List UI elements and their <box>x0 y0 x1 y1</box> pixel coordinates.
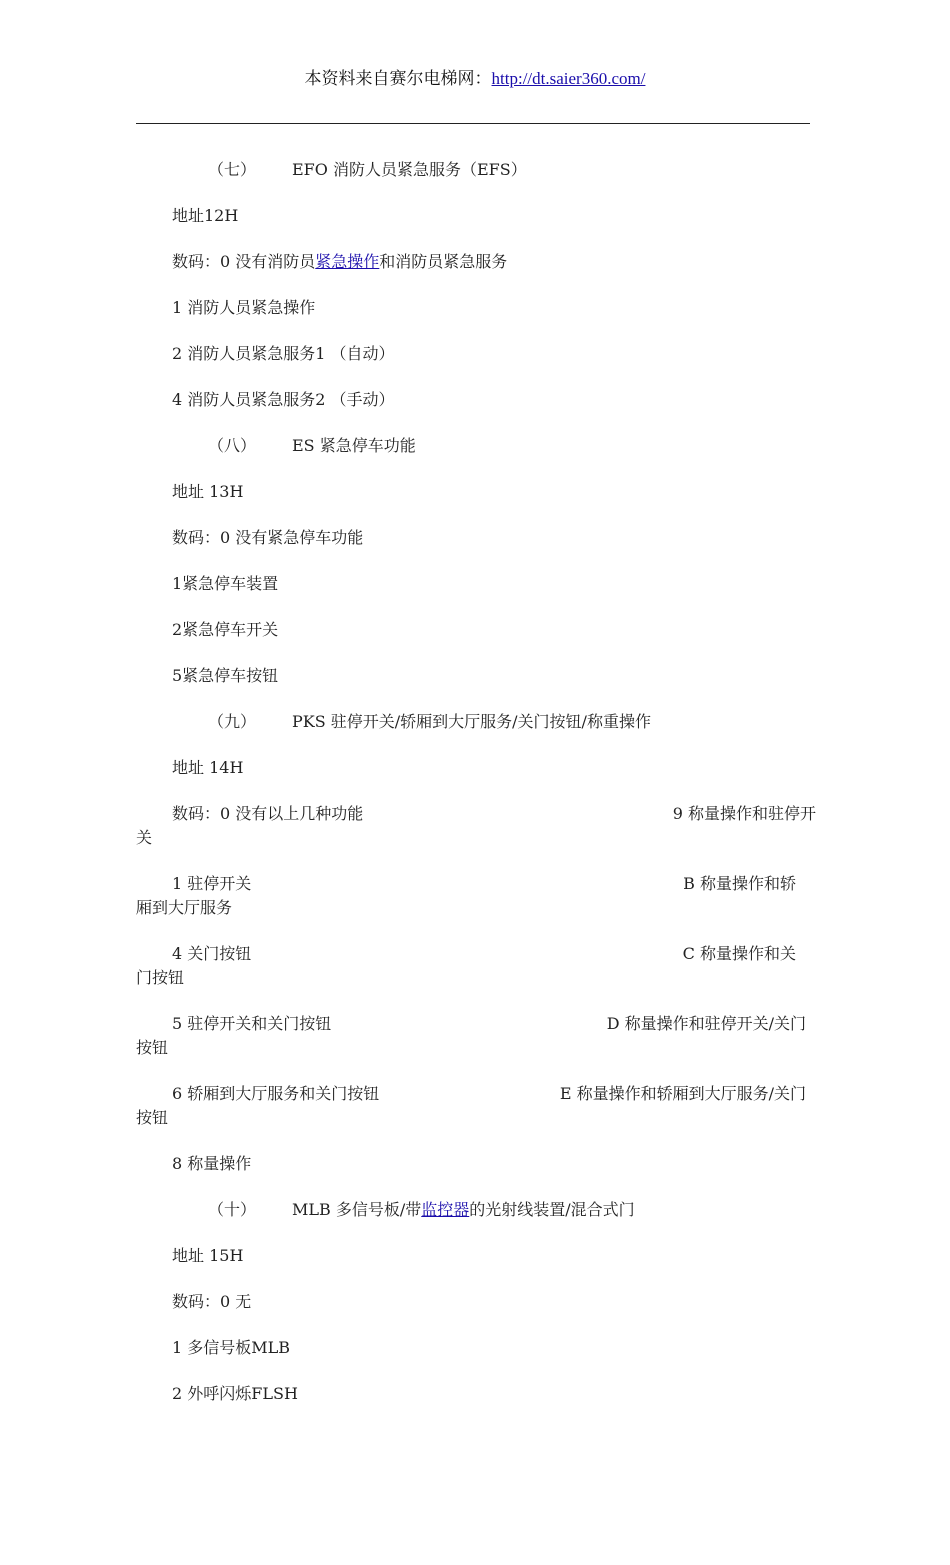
monitor-link[interactable]: 监控器 <box>421 1200 470 1219</box>
section-8-item: 5紧急停车按钮 <box>172 666 279 685</box>
section-9-address: 地址 14H <box>172 758 244 777</box>
section-8-code: 数码：0 没有紧急停车功能 <box>172 528 364 547</box>
section-10-address: 地址 15H <box>172 1246 244 1265</box>
section-heading-8: （八） ES 紧急停车功能 <box>208 436 416 455</box>
section-7-code: 数码：0 没有消防员紧急操作和消防员紧急服务 <box>172 252 508 271</box>
section-9-row: 1 驻停开关 B 称量操作和轿 厢到大厅服务 <box>136 874 796 917</box>
section-9-row: 6 轿厢到大厅服务和关门按钮 E 称量操作和轿厢到大厅服务/关门 按钮 <box>136 1084 806 1127</box>
section-8-address: 地址 13H <box>172 482 244 501</box>
section-8-item: 1紧急停车装置 <box>172 574 279 593</box>
section-7-item: 1 消防人员紧急操作 <box>172 298 316 317</box>
section-10-code: 数码：0 无 <box>172 1292 252 1311</box>
header-prefix: 本资料来自赛尔电梯网： <box>304 69 492 88</box>
section-10-item: 2 外呼闪烁FLSH <box>172 1384 298 1403</box>
section-9-item: 8 称量操作 <box>172 1154 252 1173</box>
section-9-row: 数码：0 没有以上几种功能 9 称量操作和驻停开 关 <box>136 804 816 847</box>
section-7-item: 4 消防人员紧急服务2 （手动） <box>172 390 395 409</box>
section-heading-7: （七） EFO 消防人员紧急服务（EFS） <box>208 160 527 179</box>
section-heading-10: （十） MLB 多信号板/带监控器的光射线装置/混合式门 <box>208 1200 635 1219</box>
header-link[interactable]: http://dt.saier360.com/ <box>491 69 646 88</box>
section-7-address: 地址12H <box>172 206 239 225</box>
section-8-item: 2紧急停车开关 <box>172 620 279 639</box>
section-9-row: 4 关门按钮 C 称量操作和关 门按钮 <box>136 944 796 987</box>
section-9-row: 5 驻停开关和关门按钮 D 称量操作和驻停开关/关门 按钮 <box>136 1014 806 1057</box>
section-7-item: 2 消防人员紧急服务1 （自动） <box>172 344 395 363</box>
section-10-item: 1 多信号板MLB <box>172 1338 291 1357</box>
emergency-operation-link[interactable]: 紧急操作 <box>315 252 380 271</box>
section-heading-9: （九） PKS 驻停开关/轿厢到大厅服务/关门按钮/称重操作 <box>208 712 651 731</box>
